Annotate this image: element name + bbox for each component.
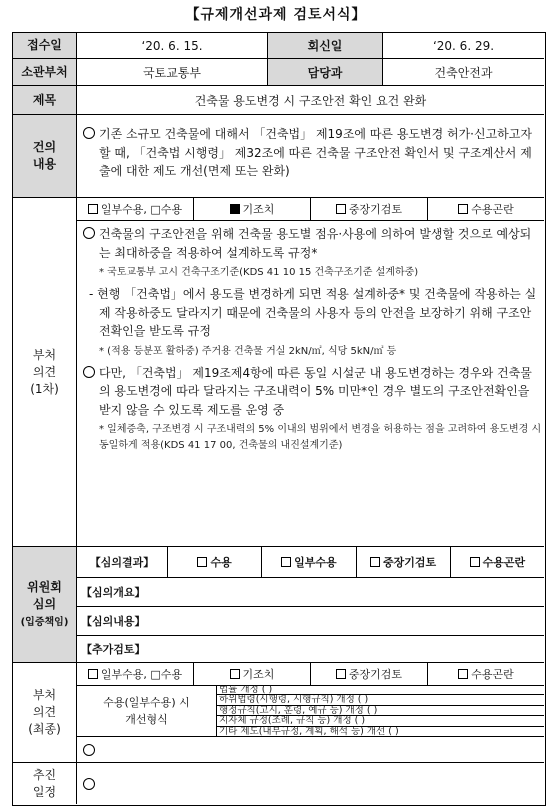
ministry-label: 소관부처 xyxy=(13,59,77,85)
final-opinion-label xyxy=(13,663,77,762)
committee-result-label: 【심의결과】 xyxy=(77,547,168,577)
proposal-row xyxy=(13,115,544,198)
opinion-text-1: 건축물의 구조안전을 위해 건축물 용도별 점유·사용에 의하여 발생할 것으로 예상되는 최대하중을 적용하여 설계하도록 규정* xyxy=(99,227,532,260)
circle-bullet-icon xyxy=(83,366,95,378)
committee-label-line2: 심의 xyxy=(32,596,57,611)
option-reject[interactable] xyxy=(428,198,544,220)
first-opinion-body xyxy=(77,198,544,546)
result-accept[interactable] xyxy=(168,547,262,577)
checked-box-icon xyxy=(230,204,240,214)
final-opinion-label-line3: (최종) xyxy=(28,722,61,736)
opinion-text-3: 다만, 「건축법」 제19조제4항에 따른 동일 시설군 내 용도변경하는 경우와 건축물의 용도변경에 따라 달라지는 구조내력이 5% 미만*인 경우 별도의 구조안전확인을 받지 않을 수 있도록 제도를 운영 중 xyxy=(99,365,532,417)
improvement-form-list xyxy=(217,685,544,737)
form-item-decree[interactable]: 하위법령(시행령, 시행규칙) 개정 ( ) xyxy=(217,695,544,705)
committee-result-row xyxy=(77,547,544,578)
circle-bullet-icon xyxy=(83,227,95,239)
first-opinion-row xyxy=(13,198,544,547)
committee-label-line1: 위원회 xyxy=(27,579,62,594)
option-long-term[interactable] xyxy=(311,198,428,220)
checkbox-icon xyxy=(458,669,468,679)
option-label: 수용곤란 xyxy=(471,203,514,216)
committee-label-line3: (입증책임) xyxy=(20,616,69,628)
opinion-paragraph-2: - 현행 「건축법」에서 용도를 변경하게 되면 적용 설계하중* 및 건축물에 작용하는 실제 작용하중도 달라지기 때문에 건축물의 사용자 등의 안전을 보장하기 위해 구조안전확인을 받도록 규정 xyxy=(89,287,537,338)
checkbox-icon xyxy=(88,669,98,679)
option-label: 수용곤란 xyxy=(482,556,526,569)
checkbox-icon xyxy=(230,669,240,679)
form-label-line2: 개선형식 xyxy=(125,712,168,726)
option-label: 중장기검토 xyxy=(348,203,403,216)
opinion-note-1: * 국토교통부 고시 건축구조기준(KDS 41 10 15 건축구조기준 설계하중) xyxy=(99,267,419,278)
form-item-local-rule[interactable]: 지자체 규정(조례, 규칙 등) 개정 ( ) xyxy=(217,716,544,726)
schedule-label-line2: 일정 xyxy=(32,784,57,799)
checkbox-icon xyxy=(370,557,380,567)
receipt-date-value: ‘20. 6. 15. xyxy=(141,38,203,53)
option-label: 일부수용, □수용 xyxy=(100,668,183,681)
first-opinion-label-line1: 부처 xyxy=(32,347,57,362)
final-opinion-body xyxy=(77,663,544,762)
form-item-admin-rule[interactable]: 행정규칙(고시, 훈령, 예규 등) 개정 ( ) xyxy=(217,706,544,716)
proposal-text: 기존 소규모 건축물에 대해서 「건축법」 제19조에 따른 용도변경 허가·신고하고자 할 때, 「건축법 시행령」 제32조에 따른 건축물 구조안전 확인서 및 구조계산서 제출에 대한 제도 개선(면제 또는 완화) xyxy=(99,127,532,178)
first-opinion-label-line3: (1차) xyxy=(30,381,59,396)
checkbox-icon xyxy=(88,204,98,214)
option-partial-accept[interactable] xyxy=(77,198,194,220)
proposal-label-line1: 건의 xyxy=(32,140,57,154)
option-label: 중장기검토 xyxy=(383,556,437,569)
ministry-value: 국토교통부 xyxy=(143,65,201,80)
first-opinion-label xyxy=(13,198,77,546)
form-label-line1: 수용(일부수용) 시 xyxy=(103,695,190,709)
schedule-label xyxy=(13,763,77,804)
reply-date-value: ‘20. 6. 29. xyxy=(432,38,495,53)
proposal-label xyxy=(13,115,77,197)
checkbox-icon xyxy=(336,669,346,679)
option-label: 수용곤란 xyxy=(471,668,514,681)
dates-row xyxy=(13,33,544,59)
first-opinion-label-line2: 의견 xyxy=(32,364,57,379)
form-item-other[interactable]: 기타 제도(내부규정, 계획, 해석 등) 개선 ( ) xyxy=(219,726,399,737)
opinion-paragraph-3 xyxy=(77,364,544,420)
checkbox-icon xyxy=(458,204,468,214)
final-opinion-label-line2: 의견 xyxy=(32,705,57,719)
option-label: 중장기검토 xyxy=(348,668,403,681)
committee-label xyxy=(13,547,77,662)
receipt-date-label: 접수일 xyxy=(13,33,77,58)
proposal-paragraph xyxy=(77,125,544,181)
proposal-body xyxy=(77,115,544,197)
option-label: 수용 xyxy=(210,556,232,569)
result-partial-accept[interactable] xyxy=(262,547,356,577)
option-already-done[interactable] xyxy=(194,198,311,220)
final-opinion-options xyxy=(77,663,544,686)
subject-value: 건축물 용도변경 시 구조안전 확인 요건 완화 xyxy=(194,93,427,108)
committee-extra-review: 【추가검토】 xyxy=(81,642,146,656)
form-title: 【규제개선과제 검토서식】 xyxy=(185,7,367,23)
subject-label: 제목 xyxy=(13,86,77,114)
circle-bullet-icon xyxy=(83,127,95,139)
option-label: 일부수용, □수용 xyxy=(100,203,183,216)
review-form-table xyxy=(12,32,546,806)
checkbox-icon xyxy=(336,204,346,214)
first-opinion-options xyxy=(77,198,544,221)
checkbox-icon xyxy=(281,557,291,567)
circle-bullet-icon xyxy=(83,744,95,756)
opinion-note-2: * (적용 등분포 활하중) 주거용 건축물 거실 2kN/㎡, 식당 5kN/㎡ 등 xyxy=(99,345,397,357)
final-option-partial-accept[interactable] xyxy=(77,663,194,685)
schedule-label-line1: 추진 xyxy=(32,767,57,782)
option-label: 기조치 xyxy=(242,668,275,681)
option-label: 일부수용 xyxy=(294,556,337,569)
schedule-row xyxy=(13,763,544,804)
final-option-long-term[interactable] xyxy=(311,663,428,685)
reply-date-label: 회신일 xyxy=(267,33,383,58)
first-opinion-content xyxy=(77,225,544,454)
circle-bullet-icon xyxy=(83,778,95,790)
department-value: 건축안전과 xyxy=(434,65,493,80)
opinion-note-3: * 일체증축, 구조변경 시 구조내력의 5% 이내의 범위에서 변경을 허용하는 점을 고려하여 용도변경 시 동일하게 적용(KDS 41 17 00, 건축물의 내진설계기준) xyxy=(99,424,542,451)
committee-body xyxy=(77,547,544,662)
final-opinion-note[interactable] xyxy=(83,737,99,762)
checkbox-icon xyxy=(470,557,480,567)
final-option-reject[interactable] xyxy=(428,663,544,685)
result-long-term[interactable] xyxy=(357,547,451,577)
final-opinion-row xyxy=(13,663,544,763)
result-reject[interactable] xyxy=(451,547,544,577)
proposal-label-line2: 내용 xyxy=(32,157,57,171)
form-item-law[interactable]: 법률 개정 ( ) xyxy=(217,685,544,695)
committee-row xyxy=(13,547,544,663)
improvement-form-label xyxy=(77,685,217,737)
committee-summary: 【심의개요】 xyxy=(77,577,544,607)
opinion-paragraph-1 xyxy=(77,225,544,262)
committee-content: 【심의내용】 xyxy=(77,606,544,636)
ministry-row xyxy=(13,59,544,86)
department-label: 담당과 xyxy=(267,59,383,85)
schedule-body[interactable] xyxy=(77,763,544,804)
subject-row xyxy=(13,86,544,115)
final-option-already-done[interactable] xyxy=(194,663,311,685)
option-label: 기조치 xyxy=(242,203,275,216)
checkbox-icon xyxy=(197,557,207,567)
final-opinion-label-line1: 부처 xyxy=(32,688,57,702)
